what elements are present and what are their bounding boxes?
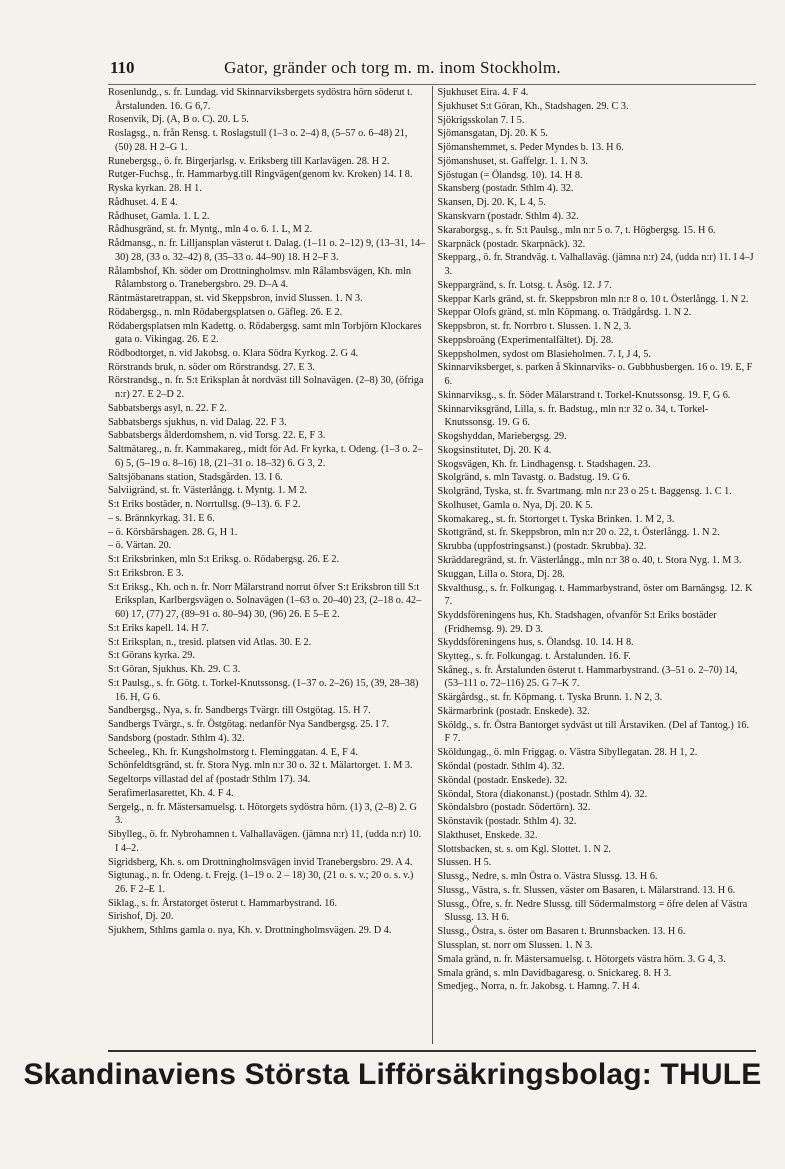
directory-entry: Serafimerlasarettet, Kh. 4. F 4. <box>108 787 234 799</box>
directory-entry: Slussg., Västra, s. fr. Slussen, väster om Basaren, t. Mälarstrand. 13. H 6. <box>437 885 736 896</box>
directory-entry: Sandsborg (postadr. Sthlm 4). 32. <box>108 732 245 744</box>
directory-entry: S:t Eriksbrinken, mln S:t Eriksg. o. Rödabergsg. 26. E 2. <box>108 554 340 566</box>
directory-entry: S:t Eriksg., Kh. och n. fr. Norr Mälarstrand norrut öfver S:t Eriksbron till S:t Eriksplan, Karlbergsvägen o. Solnavägen (1–63 o. 20–40) 23, (2–18 o. 42–60) 17, (77) 27, (89–91 o. 80–94) 30, (96) 26. E 5–E 2. <box>108 581 422 620</box>
directory-entry: S:t Eriksbron. E 3. <box>108 568 184 580</box>
directory-entry: Rådhuset. 4. E 4. <box>108 196 178 208</box>
directory-entry: Skogshyddan, Mariebergsg. 29. <box>437 430 567 442</box>
directory-entry: Sjukhuset Eira. 4. F 4. <box>437 87 529 98</box>
directory-entry: Skeppsbroäng (Experimentalfältet). Dj. 28. <box>437 334 614 346</box>
directory-entry: Slussg., Öfre, s. fr. Nedre Slussg. till Södermalmstorg = öfre delen af Västra Slussg. 13. H 6. <box>437 898 748 924</box>
directory-entry: Rutger-Fuchsg., fr. Hammarbyg.till Ringvägen(genom kv. Kroken) 14. I 8. <box>108 169 413 181</box>
directory-entry: S:t Paulsg., s. fr. Götg. t. Torkel-Knutssonsg. (1–37 o. 2–26) 15, (39, 28–38) 16. H, G 6. <box>108 677 419 703</box>
directory-entry: S:t Görans kyrka. 29. <box>108 650 195 662</box>
directory-entry: Skinnarviksg., s. fr. Söder Mälarstrand t. Torkel-Knutssonsg. 19. F, G 6. <box>437 389 731 401</box>
directory-entry: S:t Göran, Sjukhus. Kh. 29. C 3. <box>108 664 241 676</box>
directory-entry: Skuggan, Lilla o. Stora, Dj. 28. <box>437 568 565 580</box>
directory-entry: Sabbatsbergs sjukhus, n. vid Dalag. 22. F 3. <box>108 416 287 428</box>
directory-entry: Rosenvik, Dj. (A, B o. C). 20. L 5. <box>108 114 249 126</box>
directory-entry: Saltsjöbanans station, Stadsgården. 13. I 6. <box>108 471 283 483</box>
directory-entry: Salviigränd, st. fr. Västerlångg. t. Myntg. 1. M 2. <box>108 485 308 497</box>
directory-entry: Sköndal (postadr. Enskede). 32. <box>437 774 568 786</box>
directory-entry: Sabbatsbergs ålderdomshem, n. vid Torsg. 22. E, F 3. <box>108 430 326 442</box>
directory-entry: Skärgårdsg., st. fr. Köpmang. t. Tyska Brunn. 1. N 2, 3. <box>437 692 663 704</box>
directory-entry: Skrubba (uppfostringsanst.) (postadr. Skrubba). 32. <box>437 541 647 553</box>
directory-entry: Sköndalsbro (postadr. Södertörn). 32. <box>437 802 591 814</box>
directory-entry: Skottgränd, st. fr. Skeppsbron, mln n:r 20 o. 22, t. Österlångg. 1. N 2. <box>437 527 720 539</box>
directory-entry: Sergelg., n. fr. Mästersamuelsg. t. Hötorgets sydöstra hörn. (1) 3, (2–8) 2. G 3. <box>108 801 417 827</box>
directory-entry: Sirishof, Dj. 20. <box>108 911 174 923</box>
directory-entry: Skeppargränd, s. fr. Lotsg. t. Åsög. 12. J 7. <box>437 279 612 291</box>
directory-columns <box>108 86 756 1044</box>
directory-entry: Saltmätareg., n. fr. Kammakareg., midt för Ad. Fr kyrka, t. Odeng. (1–3 o. 2–6) 5, (5–19 o. 8–16) 18, (21–31 o. 18–32) 6. G 3, 2. <box>108 444 423 469</box>
directory-entry: Skvalthusg., s. fr. Folkungag. t. Hammarbystrand, öster om Barnängsg. 12. K 7. <box>437 582 753 608</box>
directory-entry: Smala gränd, s. mln Davidbagaresg. o. Snickareg. 8. H 3. <box>437 967 672 979</box>
directory-entry: Sibylleg., ö. fr. Nybrohamnen t. Valhallavägen. (jämna n:r) 11, (udda n:r) 10. I 4–2. <box>108 829 422 854</box>
directory-entry: Skeppsholmen, sydost om Blasieholmen. 7. I, J 4, 5. <box>437 348 651 360</box>
directory-entry: Rådhusgränd, st. fr. Myntg., mln 4 o. 6. 1. L, M 2. <box>108 224 313 236</box>
directory-entry: Skolgränd, Tyska, st. fr. Svartmang. mln n:r 23 o 25 t. Baggensg. 1. C 1. <box>437 486 732 498</box>
directory-entry: Skräddaregränd, st. fr. Västerlångg., mln n:r 38 o. 40, t. Stora Nyg. 1. M 3. <box>437 555 742 566</box>
directory-entry: Skolhuset, Gamla o. Nya, Dj. 20. K 5. <box>437 499 593 511</box>
directory-entry: S:t Eriks kapell. 14. H 7. <box>108 622 209 634</box>
directory-entry: Skansberg (postadr. Sthlm 4). 32. <box>437 183 574 195</box>
directory-entry: Rödbodtorget, n. vid Jakobsg. o. Klara Södra Kyrkog. 2. G 4. <box>108 347 359 359</box>
directory-entry: Sjömanshemmet, s. Peder Myndes b. 13. H 6. <box>437 142 624 154</box>
directory-entry: Skinnarviksgränd, Lilla, s. fr. Badstug., mln n:r 32 o. 34, t. Torkel-Knutssonsg. 19. G 6. <box>437 403 709 429</box>
header-rule <box>108 84 756 85</box>
directory-entry: Sabbatsbergs asyl, n. 22. F 2. <box>108 402 227 414</box>
directory-entry: Rådhuset, Gamla. 1. L 2. <box>108 210 210 222</box>
directory-entry: Skolgränd, s. mln Tavastg. o. Badstug. 19. G 6. <box>437 472 630 484</box>
directory-entry: Skytteg., s. fr. Folkungag. t. Årstalunden. 16. F. <box>437 651 631 663</box>
directory-entry: – ö. Körsbärshagen. 28. G, H 1. <box>108 526 238 538</box>
right-column <box>433 86 757 1044</box>
directory-entry: Skomakareg., st. fr. Stortorget t. Tyska Brinken. 1. M 2, 3. <box>437 513 675 525</box>
directory-entry: Sjökrigsskolan 7. I 5. <box>437 114 525 126</box>
directory-entry: Sjukhuset S:t Göran, Kh., Stadshagen. 29. C 3. <box>437 100 629 112</box>
directory-entry: Sköldg., s. fr. Östra Bantorget sydväst ut till Årstaviken. (Del af Tantog.) 16. F 7. <box>437 719 750 745</box>
page-number: 110 <box>110 58 135 77</box>
directory-entry: Segeltorps villastad del af (postadr Sthlm 17). 34. <box>108 774 311 786</box>
directory-entry: Smala gränd, n. fr. Mästersamuelsg. t. Hötorgets västra hörn. 3. G 4, 3. <box>437 953 726 965</box>
directory-entry: Sjöstugan (= Ölandsg. 10). 14. H 8. <box>437 169 583 181</box>
directory-entry: Skärmarbrink (postadr. Enskede). 32. <box>437 706 590 718</box>
directory-entry: Skönstavik (postadr. Sthlm 4). 32. <box>437 816 577 828</box>
directory-entry: Rörstrandsg., n. fr. S:t Eriksplan åt nordväst till Solnavägen. (2–8) 30, (öfriga n:r) 27. E 2–D 2. <box>108 375 424 401</box>
footer-rule <box>108 1050 756 1052</box>
directory-entry: – ö. Värtan. 20. <box>108 540 172 552</box>
page-header <box>0 58 785 84</box>
advertisement-banner: Skandinaviens Största Lifförsäkringsbolag: THULE <box>23 1058 762 1091</box>
directory-entry: Skeppar Olofs gränd, st. mln Köpmang. o. Trädgårdsg. 1. N 2. <box>437 307 692 319</box>
directory-entry: Sandbergs Tvärgr., s. fr. Östgötag. nedanför Nya Sandbergsg. 25. I 7. <box>108 719 390 731</box>
directory-entry: Skeppar Karls gränd, st. fr. Skeppsbron mln n:r 8 o. 10 t. Österlångg. 1. N 2. <box>437 293 749 305</box>
directory-entry: Sjömanshuset, st. Gaffelgr. 1. 1. N 3. <box>437 155 588 167</box>
directory-entry: Slussg., Nedre, s. mln Östra o. Västra Slussg. 13. H 6. <box>437 871 658 883</box>
directory-entry: Slussen. H 5. <box>437 857 492 869</box>
directory-entry: Sköldungag., ö. mln Friggag. o. Västra Sibyllegatan. 28. H 1, 2. <box>437 747 698 759</box>
directory-entry: Skanskvarn (postadr. Sthlm 4). 32. <box>437 211 579 223</box>
left-column <box>108 86 433 1044</box>
directory-entry: Slakthuset, Enskede. 32. <box>437 829 538 841</box>
directory-entry: Rörstrands bruk, n. söder om Rörstrandsg. 27. E 3. <box>108 361 315 373</box>
directory-entry: Skyddsföreningens hus, s. Ölandsg. 10. 14. H 8. <box>437 637 634 649</box>
directory-entry: Siklag., s. fr. Årstatorget österut t. Hammarbystrand. 16. <box>108 897 337 909</box>
directory-entry: Skinnarviksberget, s. parken å Skinnarviks- o. Gubbhusbergen. 16 o. 19. E, F 6. <box>437 362 753 388</box>
directory-entry: Skansen, Dj. 20. K, L 4, 5. <box>437 197 546 209</box>
directory-entry: Skyddsföreningens hus, Kh. Stadshagen, ofvanför S:t Eriks bostäder (Fridhemsg. 9). 29. D 3. <box>437 609 717 635</box>
directory-entry: S:t Eriksplan, n., tresid. platsen vid Atlas. 30. E 2. <box>108 636 312 648</box>
directory-entry: Skogsvägen, Kh. fr. Lindhagensg. t. Stadshagen. 23. <box>437 458 651 470</box>
directory-entry: S:t Eriks bostäder, n. Norrtullsg. (9–13). 6. F 2. <box>108 499 301 511</box>
directory-entry: Smedjeg., Norra, n. fr. Jakobsg. t. Hamng. 7. H 4. <box>437 981 640 993</box>
directory-entry: Skarpnäck (postadr. Skarpnäck). 32. <box>437 238 586 250</box>
page-title: Gator, gränder och torg m. m. inom Stockholm. <box>224 58 561 77</box>
directory-entry: Rosenlundg., s. fr. Lundag. vid Skinnarviksbergets sydöstra hörn söderut t. Årstalunden. 16. G 6,7. <box>108 87 413 112</box>
directory-entry: Rödabergsplatsen mln Kadettg. o. Rödabergsg. samt mln Torbjörn Klockares gata o. Vikingag. 26. E 2. <box>108 320 422 346</box>
directory-entry: Roslagsg., n. från Rensg. t. Roslagstull (1–3 o. 2–4) 8, (5–57 o. 6–48) 21, (50) 28. H 2–G 1. <box>108 128 408 153</box>
directory-entry: Runebergsg., ö. fr. Birgerjarlsg. v. Eriksberg till Karlavägen. 28. H 2. <box>108 155 390 167</box>
directory-entry: Sjukhem, Sthlms gamla o. nya, Kh. v. Drottningholmsvägen. 29. D 4. <box>108 925 392 937</box>
directory-entry: Rådmansg., n. fr. Lilljansplan västerut t. Dalag. (1–11 o. 2–12) 9, (13–31, 14–30) 28, (33 o. 32–42) 8, (35–33 o. 44–90) 18. H 2–F 3. <box>108 238 426 263</box>
directory-entry: Sigridsberg, Kh. s. om Drottningholmsvägen invid Tranebergsbro. 29. A 4. <box>108 856 413 868</box>
directory-entry: Skeppsbron, st. fr. Norrbro t. Slussen. 1. N 2, 3. <box>437 321 632 333</box>
directory-entry: – s. Brännkyrkag. 31. E 6. <box>108 512 215 524</box>
directory-entry: Skaraborgsg., s. fr. S:t Paulsg., mln n:r 5 o. 7, t. Högbergsg. 15. H 6. <box>437 224 716 236</box>
directory-entry: Slottsbacken, st. s. om Kgl. Slottet. 1. N 2. <box>437 843 611 855</box>
directory-entry: Slussg., Östra, s. öster om Basaren t. Brunnsbacken. 13. H 6. <box>437 926 686 938</box>
directory-entry: Skepparg., ö. fr. Strandväg. t. Valhallaväg. (jämna n:r) 24, (udda n:r) 11. I 4–J 3. <box>437 252 754 277</box>
directory-entry: Skogsinstitutet, Dj. 20. K 4. <box>437 444 552 456</box>
directory-entry: Sköndal (postadr. Sthlm 4). 32. <box>437 760 565 772</box>
directory-entry: Skåneg., s. fr. Årstalunden österut t. Hammarbystrand. (3–51 o. 2–70) 14, (53–111 o. 72–116) 25. G 7–K 7. <box>437 664 738 690</box>
directory-entry: Räntmästaretrappan, st. vid Skeppsbron, invid Slussen. 1. N 3. <box>108 292 363 304</box>
directory-entry: Rödabergsg., n. mln Rödabergsplatsen o. Gäfleg. 26. E 2. <box>108 306 343 318</box>
directory-entry: Slussplan, st. norr om Slussen. 1. N 3. <box>437 939 593 951</box>
directory-entry: Ryska kyrkan. 28. H 1. <box>108 183 202 195</box>
directory-entry: Schönfeldtsgränd, st. fr. Stora Nyg. mln n:r 30 o. 32 t. Mälartorget. 1. M 3. <box>108 760 413 772</box>
directory-entry: Sigtunag., n. fr. Odeng. t. Frejg. (1–19 o. 2 – 18) 30, (21 o. s. v.; 20 o. s. v.) 26. F 2–E 1. <box>108 870 414 895</box>
directory-entry: Sköndal, Stora (diakonanst.) (postadr. Sthlm 4). 32. <box>437 788 648 800</box>
directory-entry: Scheeleg., Kh. fr. Kungsholmstorg t. Fleminggatan. 4. E, F 4. <box>108 746 358 758</box>
directory-entry: Rålambshof, Kh. söder om Drottningholmsv. mln Rålambsvägen, Kh. mln Rålambstorg o. Tranebergsbro. 29. D–A 4. <box>108 265 411 291</box>
directory-entry: Sandbergsg., Nya, s. fr. Sandbergs Tvärgr. till Ostgötag. 15. H 7. <box>108 705 371 717</box>
directory-entry: Sjömansgatan, Dj. 20. K 5. <box>437 128 548 140</box>
